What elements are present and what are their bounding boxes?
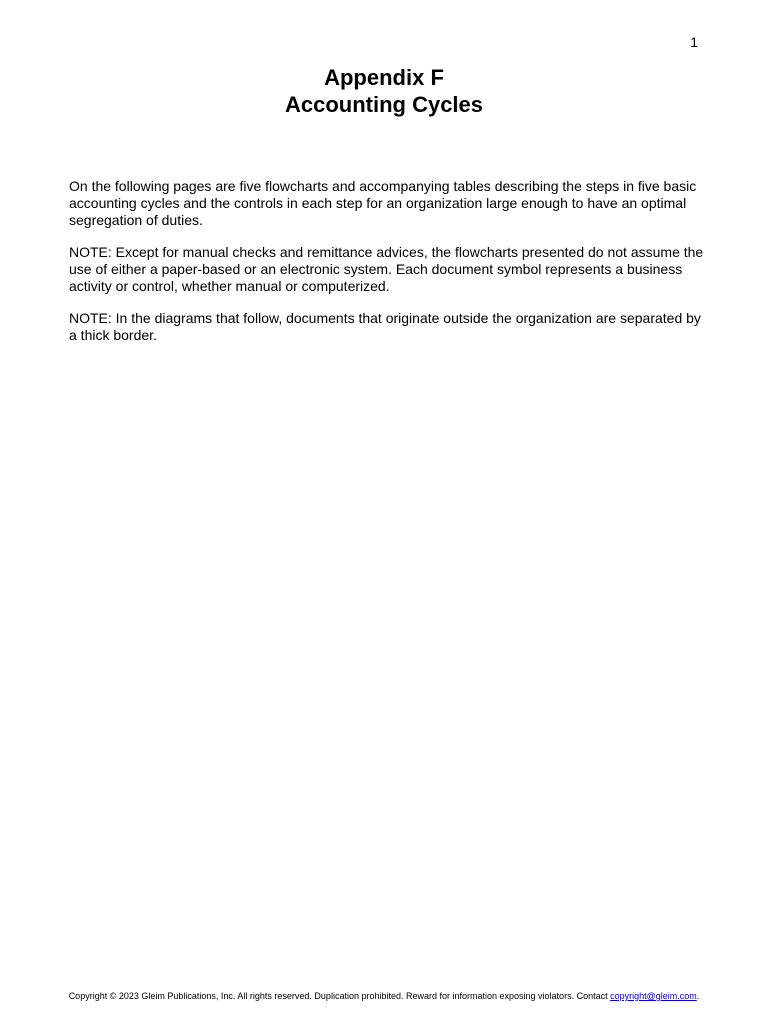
appendix-subtitle: Accounting Cycles [284,92,484,117]
copyright-footer [0,990,768,1002]
page-number: 1 [690,34,698,50]
intro-paragraph: On the following pages are five flowcharts and accompanying tables describing the steps in five basic accounting cycles and the controls in each step for an organization large enough to have an optimal segregation of duties. [69,178,697,228]
note-paragraph-1: NOTE: Except for manual checks and remittance advices, the flowcharts presented do not assume the use of either a paper-based or an electronic system. Each document symbol represents a business activity or control, whether manual or computerized. [69,244,704,294]
copyright-email-link[interactable]: copyright@gleim.com [610,991,697,1001]
body-content [69,178,704,359]
copyright-text: Copyright © 2023 Gleim Publications, Inc. All rights reserved. Duplication prohibited. Reward for information exposing violators. Contact [68,991,608,1001]
note-paragraph-2: NOTE: In the diagrams that follow, documents that originate outside the organization are separated by a thick border. [69,310,701,343]
footer-period: . [696,991,700,1001]
appendix-title: Appendix F [324,65,444,90]
title-block [0,64,768,118]
